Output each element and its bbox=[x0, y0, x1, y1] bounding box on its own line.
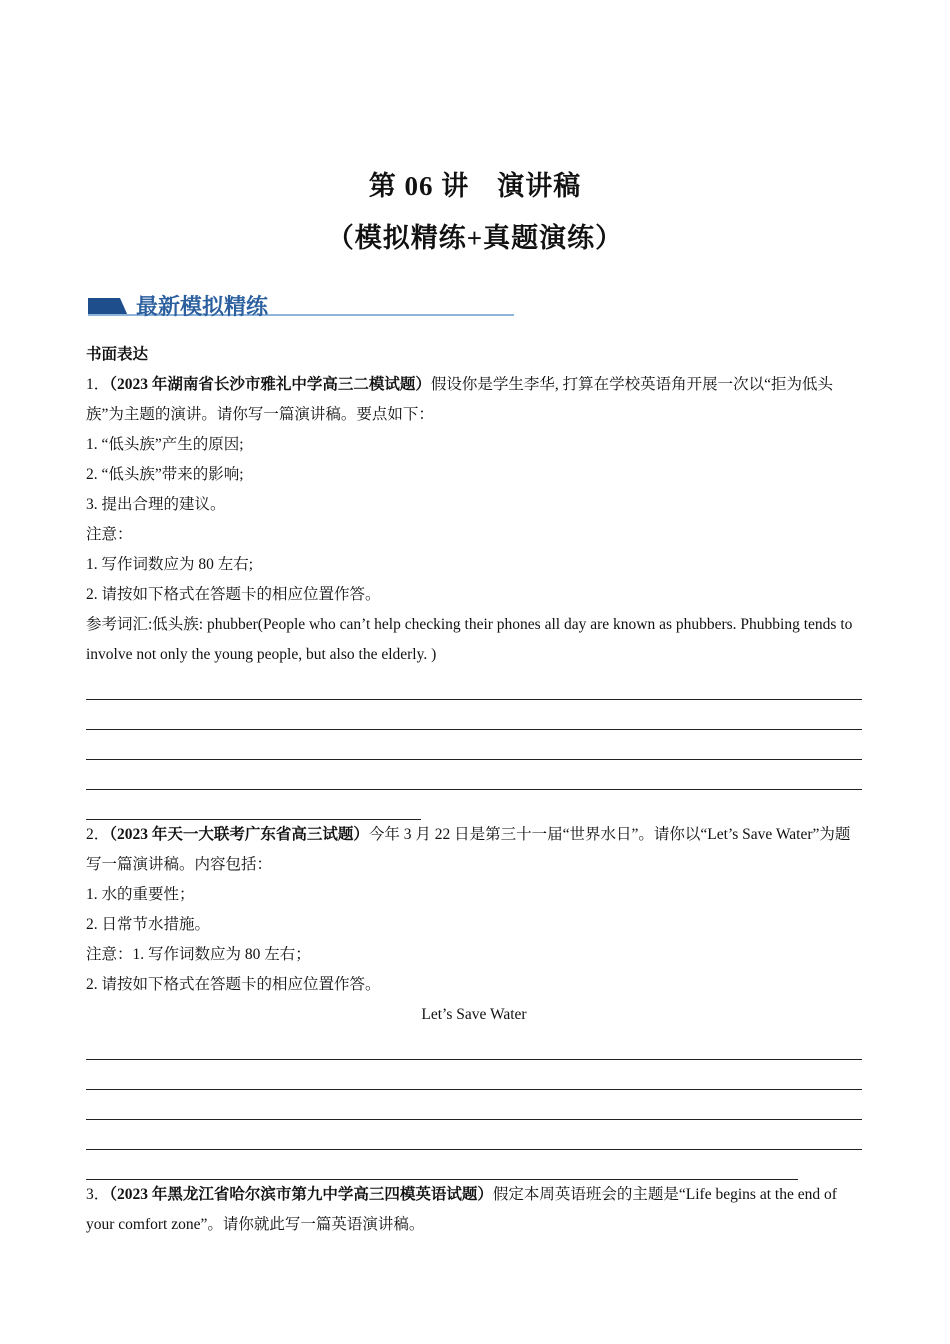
q1-note-label: 注意： bbox=[86, 526, 133, 543]
q1-source: （2023 年湖南省长沙市雅礼中学高三二模试题） bbox=[109, 376, 431, 393]
answer-line[interactable] bbox=[86, 730, 862, 760]
q2-note-2: 2. 请按如下格式在答题卡的相应位置作答。 bbox=[86, 976, 381, 993]
answer-line[interactable] bbox=[86, 670, 862, 700]
q1-point-3: 3. 提出合理的建议。 bbox=[86, 496, 226, 513]
page-subtitle: （模拟精练+真题演练） bbox=[326, 223, 624, 253]
q3-source: （2023 年黑龙江省哈尔滨市第九中学高三四模英语试题） bbox=[109, 1186, 493, 1203]
answer-line[interactable] bbox=[86, 1030, 862, 1060]
q3-number: 3． bbox=[86, 1186, 110, 1203]
answer-line[interactable] bbox=[86, 1150, 798, 1180]
q2-point-1: 1. 水的重要性； bbox=[86, 886, 195, 903]
q1-point-1: 1. “低头族”产生的原因; bbox=[86, 436, 244, 453]
q2-essay-title: Let’s Save Water bbox=[421, 1006, 527, 1023]
answer-line[interactable] bbox=[86, 760, 862, 790]
answer-line[interactable] bbox=[86, 700, 862, 730]
answer-line[interactable] bbox=[86, 1060, 862, 1090]
category-heading: 书面表达 bbox=[86, 346, 149, 363]
q2-number: 2． bbox=[86, 826, 110, 843]
q1-note-1: 1. 写作词数应为 80 左右; bbox=[86, 556, 254, 573]
section-banner-label: 最新模拟精练 bbox=[136, 295, 269, 320]
q2-intro: 今年 3 月 22 日是第三十一届“世界水日”。请你以“Let’s Save Water”为题写一篇演讲稿。内容包括： bbox=[86, 826, 851, 873]
q2-prompt bbox=[86, 820, 862, 880]
q1-intro: 假设你是学生李华, 打算在学校英语角开展一次以“拒为低头族”为主题的演讲。请你写一篇演讲稿。要点如下： bbox=[86, 376, 834, 423]
q1-note-2: 2. 请按如下格式在答题卡的相应位置作答。 bbox=[86, 586, 381, 603]
answer-line[interactable] bbox=[86, 1090, 862, 1120]
page-title: 第 06 讲 演讲稿 bbox=[368, 171, 582, 201]
q2-note-1: 注意：1. 写作词数应为 80 左右； bbox=[86, 946, 311, 963]
content bbox=[86, 340, 862, 1240]
q3-prompt bbox=[86, 1180, 862, 1240]
q2-source: （2023 年天一大联考广东省高三试题） bbox=[109, 826, 369, 843]
q2-point-2: 2. 日常节水措施。 bbox=[86, 916, 211, 933]
q1-number: 1． bbox=[86, 376, 110, 393]
section-banner bbox=[88, 290, 514, 320]
q1-prompt bbox=[86, 370, 862, 430]
q3-intro: 假定本周英语班会的主题是“Life begins at the end of your comfort zone”。请你就此写一篇英语演讲稿。 bbox=[86, 1186, 837, 1233]
answer-line[interactable] bbox=[86, 1120, 862, 1150]
q1-point-2: 2. “低头族”带来的影响; bbox=[86, 466, 244, 483]
q1-vocab: 参考词汇:低头族: phubber(People who can’t help checking their phones all day are known as phubbers. Phubbing tends to involve not only the young people, but also the elderly. ) bbox=[86, 616, 853, 663]
answer-line[interactable] bbox=[86, 790, 421, 820]
